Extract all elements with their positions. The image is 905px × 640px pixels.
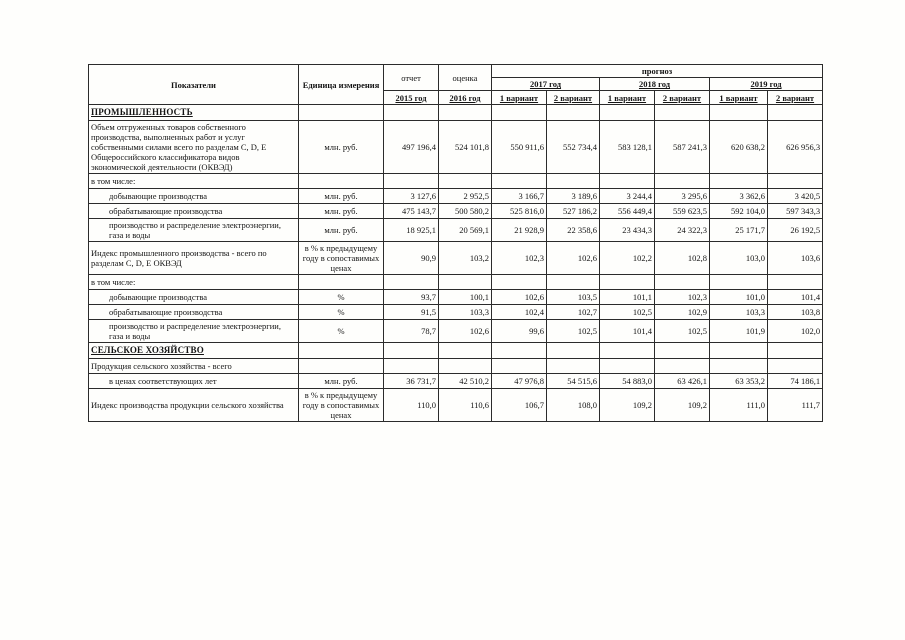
value-cell: 103,3 [710,305,768,320]
value-cell: 102,6 [439,320,492,343]
value-cell: 102,7 [547,305,600,320]
row-unit: % [299,290,384,305]
value-cell: 18 925,1 [384,219,439,242]
value-cell: 110,6 [439,389,492,422]
section-row [89,105,823,121]
value-cell: 109,2 [600,389,655,422]
value-cell [384,275,439,290]
value-cell: 54 515,6 [547,374,600,389]
value-cell: 111,7 [768,389,823,422]
value-cell: 102,5 [655,320,710,343]
value-cell: 3 295,6 [655,189,710,204]
header-year-2015: 2015 год [384,91,439,105]
value-cell [655,174,710,189]
value-cell: 597 343,3 [768,204,823,219]
table-row [89,242,823,275]
table-row [89,389,823,422]
value-cell [710,275,768,290]
value-cell [384,359,439,374]
table-row [89,121,823,174]
value-cell: 20 569,1 [439,219,492,242]
row-unit [299,343,384,359]
value-cell: 103,2 [439,242,492,275]
table-row [89,275,823,290]
value-cell: 101,4 [600,320,655,343]
value-cell: 3 244,4 [600,189,655,204]
value-cell: 102,6 [492,290,547,305]
table-row [89,305,823,320]
value-cell [439,174,492,189]
value-cell: 25 171,7 [710,219,768,242]
value-cell: 620 638,2 [710,121,768,174]
value-cell: 102,5 [600,305,655,320]
value-cell [768,359,823,374]
table-row [89,320,823,343]
value-cell: 103,6 [768,242,823,275]
value-cell [547,105,600,121]
value-cell: 22 358,6 [547,219,600,242]
value-cell: 102,8 [655,242,710,275]
value-cell [655,105,710,121]
table-row [89,204,823,219]
header-variant-2-2018: 2 вариант [655,91,710,105]
value-cell: 102,6 [547,242,600,275]
value-cell [600,359,655,374]
value-cell: 36 731,7 [384,374,439,389]
value-cell: 524 101,8 [439,121,492,174]
value-cell: 26 192,5 [768,219,823,242]
value-cell: 109,2 [655,389,710,422]
value-cell [768,275,823,290]
table-row [89,189,823,204]
value-cell: 103,0 [710,242,768,275]
value-cell: 103,3 [439,305,492,320]
value-cell: 63 426,1 [655,374,710,389]
value-cell: 102,4 [492,305,547,320]
value-cell: 47 976,8 [492,374,547,389]
row-label: в ценах соответствующих лет [89,374,299,389]
value-cell [768,174,823,189]
header-estimate: оценка [439,65,492,91]
value-cell: 108,0 [547,389,600,422]
table-row [89,359,823,374]
value-cell [710,174,768,189]
value-cell: 102,9 [655,305,710,320]
row-label: Индекс производства продукции сельского хозяйства [89,389,299,422]
row-unit: млн. руб. [299,189,384,204]
value-cell [655,359,710,374]
value-cell: 3 166,7 [492,189,547,204]
value-cell: 90,9 [384,242,439,275]
value-cell [768,105,823,121]
header-report: отчет [384,65,439,91]
row-label: производство и распределение электроэнергии, газа и воды [89,320,299,343]
value-cell [600,105,655,121]
table-header [89,65,823,105]
value-cell [547,174,600,189]
row-unit: млн. руб. [299,374,384,389]
value-cell: 63 353,2 [710,374,768,389]
value-cell: 54 883,0 [600,374,655,389]
value-cell: 497 196,4 [384,121,439,174]
value-cell: 102,2 [600,242,655,275]
value-cell: 24 322,3 [655,219,710,242]
value-cell: 3 362,6 [710,189,768,204]
row-unit: % [299,305,384,320]
value-cell [492,359,547,374]
value-cell: 587 241,3 [655,121,710,174]
value-cell: 91,5 [384,305,439,320]
value-cell: 111,0 [710,389,768,422]
value-cell [710,105,768,121]
value-cell [710,343,768,359]
header-variant-1-2017: 1 вариант [492,91,547,105]
header-year-2017: 2017 год [492,78,600,91]
value-cell: 475 143,7 [384,204,439,219]
value-cell: 21 928,9 [492,219,547,242]
header-year-2016: 2016 год [439,91,492,105]
value-cell [384,174,439,189]
row-label: обрабатывающие производства [89,305,299,320]
value-cell: 103,8 [768,305,823,320]
table-row [89,290,823,305]
value-cell: 550 911,6 [492,121,547,174]
table-row [89,174,823,189]
value-cell [492,275,547,290]
value-cell [384,105,439,121]
header-variant-2-2017: 2 вариант [547,91,600,105]
value-cell [492,343,547,359]
value-cell: 110,0 [384,389,439,422]
value-cell: 101,4 [768,290,823,305]
section-title: СЕЛЬСКОЕ ХОЗЯЙСТВО [91,345,204,356]
row-label: Продукция сельского хозяйства - всего [89,359,299,374]
value-cell: 101,0 [710,290,768,305]
indicators-table [88,64,823,422]
value-cell: 102,5 [547,320,600,343]
header-row-1 [89,65,823,78]
value-cell: 102,3 [655,290,710,305]
value-cell [710,359,768,374]
row-label: обрабатывающие производства [89,204,299,219]
value-cell: 106,7 [492,389,547,422]
section-row [89,343,823,359]
section-label [89,343,299,359]
row-unit [299,174,384,189]
value-cell [600,343,655,359]
value-cell [384,343,439,359]
row-label: добывающие производства [89,290,299,305]
value-cell [492,174,547,189]
table-row [89,374,823,389]
value-cell [655,343,710,359]
row-unit [299,275,384,290]
row-label: Индекс промышленного производства - всего по разделам C, D, E ОКВЭД [89,242,299,275]
value-cell: 23 434,3 [600,219,655,242]
value-cell: 583 128,1 [600,121,655,174]
value-cell [439,105,492,121]
row-label: Объем отгруженных товаров собственного производства, выполненных работ и услуг собственными силами всего по разделам C, D, E Общероссийского классификатора видов экономической деятельности (ОКВЭД) [89,121,299,174]
header-year-2019: 2019 год [710,78,823,91]
value-cell: 2 952,5 [439,189,492,204]
value-cell [492,105,547,121]
value-cell [547,275,600,290]
value-cell: 525 816,0 [492,204,547,219]
value-cell: 3 189,6 [547,189,600,204]
header-year-2018: 2018 год [600,78,710,91]
value-cell: 102,3 [492,242,547,275]
value-cell: 101,9 [710,320,768,343]
value-cell: 78,7 [384,320,439,343]
row-unit [299,359,384,374]
value-cell: 99,6 [492,320,547,343]
value-cell: 3 420,5 [768,189,823,204]
value-cell [547,343,600,359]
row-unit [299,105,384,121]
header-indicators: Показатели [89,65,299,105]
value-cell [439,343,492,359]
header-variant-2-2019: 2 вариант [768,91,823,105]
value-cell [439,275,492,290]
value-cell [655,275,710,290]
header-unit: Единица измерения [299,65,384,105]
value-cell: 101,1 [600,290,655,305]
section-label [89,105,299,121]
row-unit: в % к предыдущему году в сопоставимых ценах [299,389,384,422]
row-label: в том числе: [89,275,299,290]
value-cell: 592 104,0 [710,204,768,219]
value-cell: 102,0 [768,320,823,343]
value-cell: 626 956,3 [768,121,823,174]
value-cell: 74 186,1 [768,374,823,389]
row-unit: % [299,320,384,343]
value-cell [547,359,600,374]
row-label: в том числе: [89,174,299,189]
value-cell: 552 734,4 [547,121,600,174]
value-cell: 3 127,6 [384,189,439,204]
table-row [89,219,823,242]
row-unit: в % к предыдущему году в сопоставимых ценах [299,242,384,275]
value-cell [439,359,492,374]
value-cell [768,343,823,359]
value-cell: 103,5 [547,290,600,305]
row-label: добывающие производства [89,189,299,204]
table-body [89,105,823,422]
header-forecast: прогноз [492,65,823,78]
value-cell: 559 623,5 [655,204,710,219]
value-cell [600,174,655,189]
row-label: производство и распределение электроэнергии, газа и воды [89,219,299,242]
row-unit: млн. руб. [299,204,384,219]
section-title: ПРОМЫШЛЕННОСТЬ [91,107,193,118]
value-cell: 527 186,2 [547,204,600,219]
row-unit: млн. руб. [299,121,384,174]
value-cell: 556 449,4 [600,204,655,219]
row-unit: млн. руб. [299,219,384,242]
value-cell: 93,7 [384,290,439,305]
value-cell: 100,1 [439,290,492,305]
value-cell: 42 510,2 [439,374,492,389]
value-cell [600,275,655,290]
header-variant-1-2019: 1 вариант [710,91,768,105]
value-cell: 500 580,2 [439,204,492,219]
header-variant-1-2018: 1 вариант [600,91,655,105]
